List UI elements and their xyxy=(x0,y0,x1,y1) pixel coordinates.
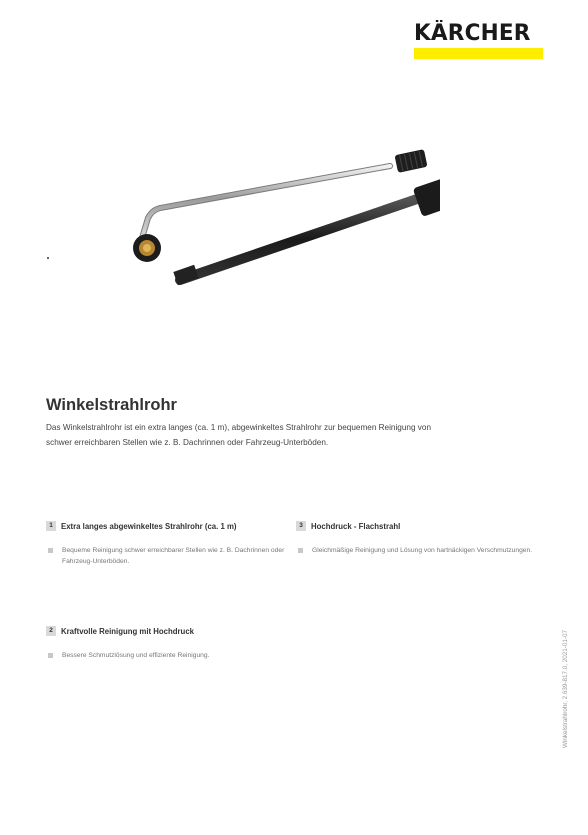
feature-3 xyxy=(296,519,546,556)
feature-bullet-item xyxy=(296,545,546,556)
logo-yellow-bar xyxy=(414,48,543,59)
product-image xyxy=(120,140,440,300)
feature-number-badge: 3 xyxy=(296,521,306,531)
feature-heading xyxy=(46,519,286,533)
feature-text: Bequeme Reinigung schwer erreichbarer Stellen wie z. B. Dachrinnen oder Fahrzeug-Unterböden. xyxy=(62,547,285,565)
black-lance xyxy=(173,169,440,285)
bullet-icon xyxy=(48,548,53,553)
feature-bullet-item xyxy=(46,650,286,661)
feature-heading-text: Hochdruck - Flachstrahl xyxy=(311,521,401,531)
feature-1 xyxy=(46,519,286,567)
product-description: Das Winkelstrahlrohr ist ein extra langes (ca. 1 m), abgewinkeltes Strahlrohr zur bequemen Reinigung von schwer erreichbaren Stellen wie z. B. Dachrinnen oder Fahrzeug-Unterböden. xyxy=(46,423,431,447)
feature-heading xyxy=(296,519,546,533)
feature-bullet-item xyxy=(46,545,286,567)
feature-number-badge: 1 xyxy=(46,521,56,531)
stray-dot xyxy=(47,257,49,259)
feature-2 xyxy=(46,624,286,661)
feature-heading xyxy=(46,624,286,638)
brand-logo xyxy=(414,23,543,59)
product-title: Winkelstrahlrohr xyxy=(46,396,177,414)
feature-heading-text: Kraftvolle Reinigung mit Hochdruck xyxy=(61,626,194,636)
feature-text: Bessere Schmutzlösung und effiziente Reinigung. xyxy=(62,652,210,659)
bullet-icon xyxy=(298,548,303,553)
feature-text: Gleichmäßige Reinigung und Lösung von hartnäckigen Verschmutzungen. xyxy=(312,547,533,554)
bullet-icon xyxy=(48,653,53,658)
side-note: Winkelstrahlrohr, 2.639-817.0, 2021-01-07 xyxy=(562,630,569,748)
logo-text: KÄRCHER xyxy=(414,21,531,46)
feature-heading-text: Extra langes abgewinkeltes Strahlrohr (ca. 1 m) xyxy=(61,521,237,531)
feature-number-badge: 2 xyxy=(46,626,56,636)
